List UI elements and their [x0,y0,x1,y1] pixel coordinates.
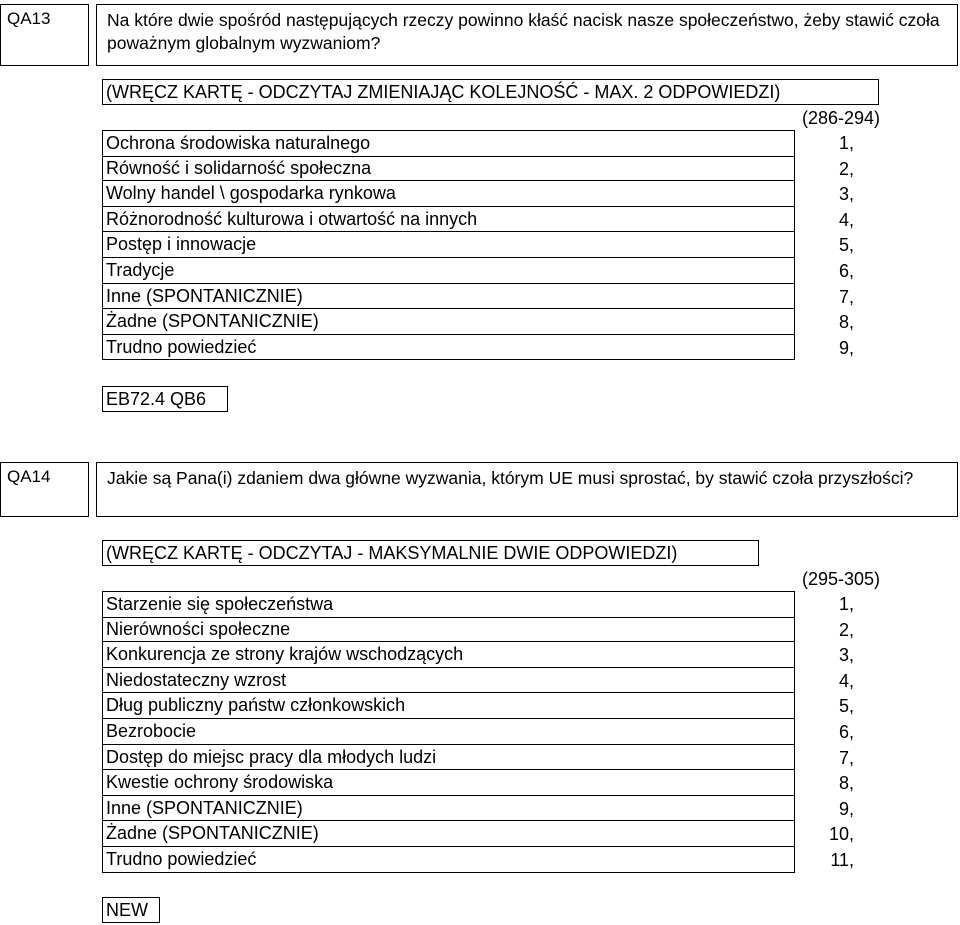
option-label: Dostęp do miejsc pracy dla młodych ludzi [106,746,437,767]
option-label: Trudno powiedzieć [106,849,257,869]
option-row [102,719,795,745]
option-code: 3, [838,184,854,205]
option-code: 5, [838,696,854,717]
source-tag-qa14: NEW [102,897,160,923]
option-row [102,258,795,284]
option-code: 4, [838,209,854,230]
option-code: 6, [838,722,854,742]
option-label: Inne (SPONTANICZNIE) [106,285,303,306]
option-label: Niedostateczny wzrost [106,669,287,690]
option-code: 6, [838,261,854,281]
option-code: 1, [838,594,854,614]
instruction-qa13: (WRĘCZ KARTĘ - ODCZYTAJ ZMIENIAJĄC KOLEJNOŚĆ - MAX. 2 ODPOWIEDZI) [102,79,879,105]
option-label: Żadne (SPONTANICZNIE) [106,311,319,332]
option-code: 4, [838,670,854,691]
code-range-qa14: (295-305) [802,569,881,589]
option-row [102,232,795,258]
option-row [102,335,795,361]
option-row [102,591,795,618]
option-row [102,156,795,182]
option-code: 10, [828,824,854,845]
source-tag-qa13: EB72.4 QB6 [102,386,228,412]
option-label: Żadne (SPONTANICZNIE) [106,823,319,844]
question-id-qa14: QA14 [0,462,89,517]
option-row [102,847,795,873]
option-code: 5, [838,235,854,256]
option-code: 8, [838,773,854,794]
option-label: Trudno powiedzieć [106,336,257,357]
option-code: 2, [838,619,854,640]
option-label: Starzenie się społeczeństwa [106,594,334,614]
option-row [102,284,795,310]
option-label: Konkurencja ze strony krajów wschodzących [106,644,464,665]
option-row [102,693,795,719]
option-row [102,796,795,822]
option-label: Równość i solidarność społeczna [106,157,372,178]
option-row [102,745,795,771]
option-code: 9, [838,798,854,819]
option-row [102,309,795,335]
question-text-qa13: Na które dwie spośród następujących rzeczy powinno kłaść nacisk nasze społeczeństwo, żeby stawić czoła poważnym globalnym wyzwaniom? [96,4,958,66]
option-code: 1, [838,133,854,153]
option-code: 7, [838,747,854,768]
option-code: 3, [838,645,854,666]
option-row [102,617,795,643]
instruction-qa14: (WRĘCZ KARTĘ - ODCZYTAJ - MAKSYMALNIE DWIE ODPOWIEDZI) [102,540,759,566]
option-row [102,821,795,847]
option-row [102,130,795,157]
option-code: 9, [838,337,854,358]
option-code: 7, [838,286,854,307]
option-label: Inne (SPONTANICZNIE) [106,797,303,818]
option-code: 2, [838,158,854,179]
question-text-qa14: Jakie są Pana(i) zdaniem dwa główne wyzwania, którym UE musi sprostać, by stawić czoła przyszłości? [96,462,958,517]
option-row [102,770,795,796]
option-row [102,207,795,233]
option-code: 11, [830,850,854,870]
code-range-qa13: (286-294) [802,108,881,128]
option-label: Bezrobocie [106,721,197,741]
option-code: 8, [838,312,854,333]
option-row [102,642,795,668]
option-label: Różnorodność kulturowa i otwartość na innych [106,208,478,229]
option-label: Dług publiczny państw członkowskich [106,695,406,716]
option-row [102,668,795,694]
option-label: Kwestie ochrony środowiska [106,772,334,793]
option-label: Ochrona środowiska naturalnego [106,133,371,153]
question-id-qa13: QA13 [0,4,89,66]
option-label: Postęp i innowacje [106,234,257,255]
option-label: Wolny handel \ gospodarka rynkowa [106,183,396,204]
option-row [102,181,795,207]
option-label: Tradycje [106,260,175,280]
option-label: Nierówności społeczne [106,618,291,639]
